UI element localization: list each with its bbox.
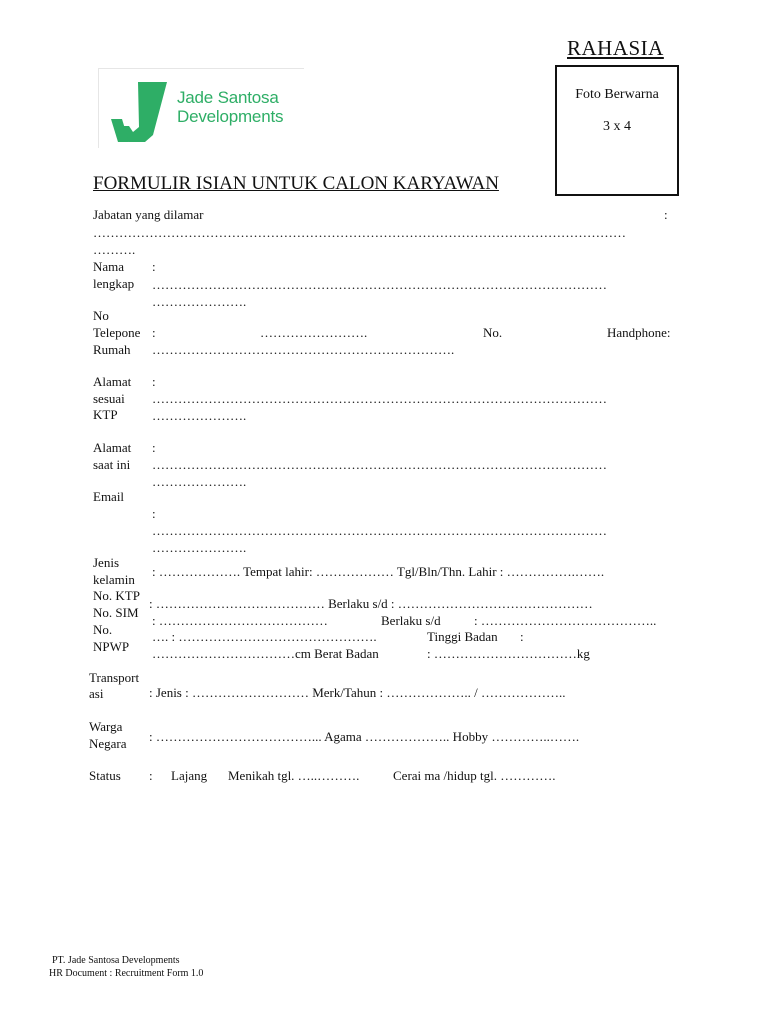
transportasi-line[interactable]: : Jenis : ……………………… Merk/Tahun : ……………….. / ……………….. bbox=[149, 685, 566, 700]
footer-company: PT. Jade Santosa Developments bbox=[52, 955, 180, 966]
status-colon: : bbox=[149, 768, 153, 783]
logo-wordmark bbox=[177, 88, 283, 126]
photo-placeholder-box bbox=[555, 65, 679, 196]
telepon-label-3: Rumah bbox=[93, 342, 131, 357]
jabatan-dots-line2[interactable]: ………. bbox=[93, 242, 136, 257]
email-dots-line1[interactable]: …………………………………………………………………………………………… bbox=[152, 523, 607, 538]
warga-negara-label-1: Warga bbox=[89, 719, 123, 734]
nama-label-2: lengkap bbox=[93, 276, 135, 291]
warga-negara-label-2: Negara bbox=[89, 736, 127, 751]
jabatan-colon: : bbox=[664, 207, 668, 222]
alamat-ini-dots-line2[interactable]: …………………. bbox=[152, 474, 247, 489]
alamat-ini-label-2: saat ini bbox=[93, 457, 131, 472]
tinggi-badan-label: Tinggi Badan bbox=[427, 629, 498, 644]
nama-dots-line2[interactable]: …………………. bbox=[152, 294, 247, 309]
alamat-ini-label-1: Alamat bbox=[93, 440, 132, 455]
npwp-dots[interactable]: …. : ………………………………………. bbox=[152, 629, 377, 644]
status-option-cerai[interactable]: Cerai ma /hidup tgl. …………. bbox=[393, 768, 556, 783]
alamat-ini-colon: : bbox=[152, 440, 156, 455]
status-option-lajang[interactable]: Lajang bbox=[171, 768, 208, 783]
transportasi-label-1: Transport bbox=[89, 670, 140, 685]
alamat-ini-dots-line1[interactable]: …………………………………………………………………………………………… bbox=[152, 457, 607, 472]
confidential-label: RAHASIA bbox=[567, 36, 664, 60]
no-npwp-label-1: No. bbox=[93, 622, 113, 637]
tinggi-badan-colon: : bbox=[520, 629, 524, 644]
no-ktp-label: No. KTP bbox=[93, 588, 140, 603]
warga-agama-hobby-line[interactable]: : ………………………………... Agama ……………….. Hobby …………..……. bbox=[149, 729, 580, 744]
logo-line2: Developments bbox=[177, 107, 284, 126]
telepon-label-2: Telepone bbox=[93, 325, 141, 340]
jenis-kelamin-label-1: Jenis bbox=[93, 555, 119, 570]
email-label: Email bbox=[93, 489, 125, 504]
sim-berlaku-label: Berlaku s/d bbox=[381, 613, 441, 628]
jenis-kelamin-label-2: kelamin bbox=[93, 572, 135, 587]
telepon-colon: : bbox=[152, 325, 156, 340]
photo-label: Foto Berwarna bbox=[575, 87, 659, 102]
transportasi-label-2: asi bbox=[89, 686, 104, 701]
jabatan-dots-line1[interactable]: …………………………………………………………………………………………………………… bbox=[93, 225, 626, 240]
ktp-berlaku-line[interactable]: : ………………………………… Berlaku s/d : ……………………………………… bbox=[149, 596, 593, 611]
sim-dots[interactable]: : ………………………………… bbox=[152, 613, 328, 628]
no-npwp-label-2: NPWP bbox=[93, 639, 130, 654]
alamat-ktp-dots-line1[interactable]: …………………………………………………………………………………………… bbox=[152, 391, 607, 406]
alamat-ktp-label-3: KTP bbox=[93, 407, 118, 422]
company-logo bbox=[98, 68, 304, 148]
tinggi-berat-dots[interactable]: ……………………………cm Berat Badan bbox=[152, 646, 379, 661]
nama-colon: : bbox=[152, 259, 156, 274]
alamat-ktp-colon: : bbox=[152, 374, 156, 389]
photo-size: 3 x 4 bbox=[603, 119, 631, 134]
berat-badan-dots[interactable]: : ……………………………kg bbox=[427, 646, 590, 661]
form-title: FORMULIR ISIAN UNTUK CALON KARYAWAN bbox=[93, 173, 499, 194]
footer-document: HR Document : Recruitment Form 1.0 bbox=[49, 968, 204, 979]
nama-label-1: Nama bbox=[93, 259, 125, 274]
telepon-no-label: No. bbox=[483, 325, 503, 340]
telepon-rumah-dots[interactable]: ……………………. bbox=[260, 325, 368, 340]
jade-logo-mark-icon bbox=[105, 79, 167, 145]
sim-berlaku-dots[interactable]: : ………………………………….. bbox=[474, 613, 657, 628]
handphone-dots[interactable]: ……………………………………………………………. bbox=[152, 342, 455, 357]
nama-dots-line1[interactable]: …………………………………………………………………………………………… bbox=[152, 277, 607, 292]
status-option-menikah[interactable]: Menikah tgl. …..………. bbox=[228, 768, 360, 783]
alamat-ktp-dots-line2[interactable]: …………………. bbox=[152, 408, 247, 423]
status-label: Status bbox=[89, 768, 121, 783]
email-dots-line2[interactable]: …………………. bbox=[152, 540, 247, 555]
jenis-kelamin-tempat-tgl-line[interactable]: : ………………. Tempat lahir: ……………… Tgl/Bln/Thn. Lahir : …………….……. bbox=[152, 564, 605, 579]
handphone-label: Handphone: bbox=[607, 325, 671, 340]
alamat-ktp-label-2: sesuai bbox=[93, 391, 125, 406]
email-colon: : bbox=[152, 506, 156, 521]
jabatan-label: Jabatan yang dilamar bbox=[93, 207, 204, 222]
no-sim-label: No. SIM bbox=[93, 605, 139, 620]
telepon-label-1: No bbox=[93, 308, 109, 323]
alamat-ktp-label-1: Alamat bbox=[93, 374, 132, 389]
logo-line1: Jade Santosa bbox=[177, 88, 279, 107]
